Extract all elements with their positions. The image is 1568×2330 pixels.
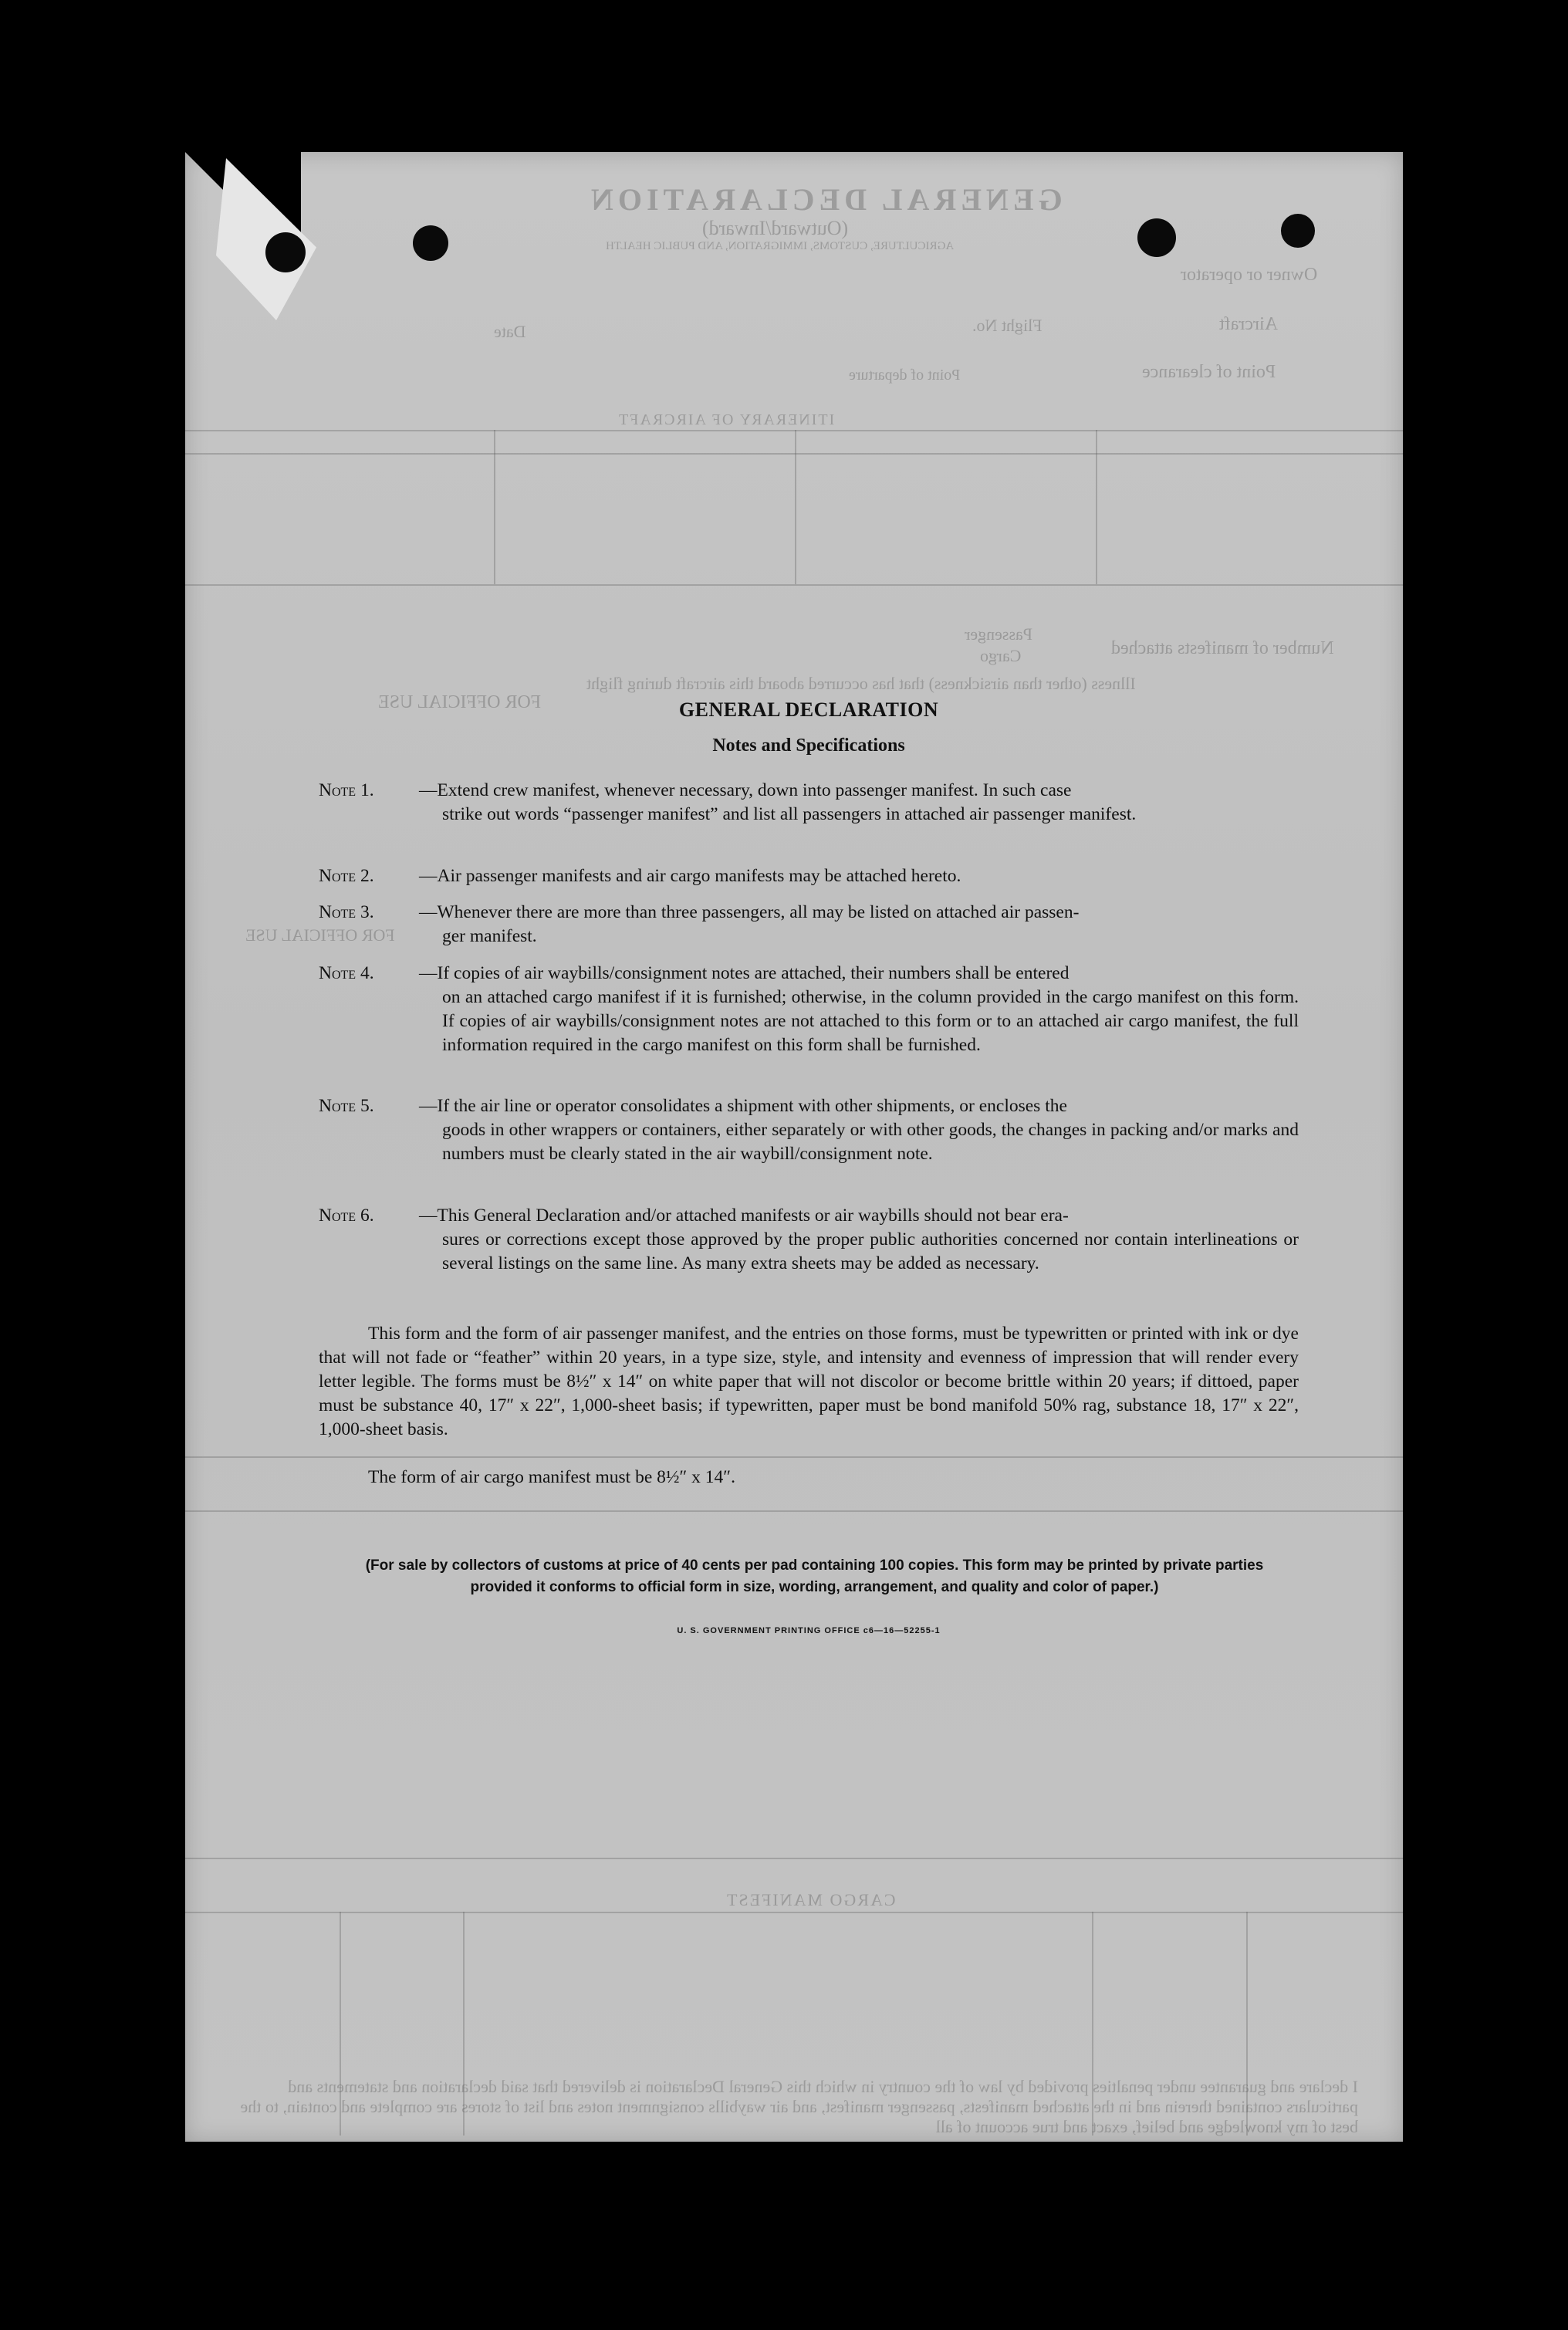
ghost-manifests: Number of manifests attached [1111, 638, 1334, 658]
note-5-body: goods in other wrappers or containers, either separately or with other goods, the changes in packing and/or marks and numbers must be clearly stated in the air waybill/consignment note. [442, 1120, 1299, 1164]
ghost-rule-3 [185, 584, 1403, 586]
ghost-official-use-2: FOR OFFICIAL USE [245, 925, 395, 945]
ghost-illness: Illness (other than airsickness) that has occurred aboard this aircraft during flight [586, 674, 1136, 693]
ghost-rule-7 [185, 1912, 1403, 1913]
note-3-body: ger manifest. [442, 926, 537, 946]
ghost-declaration: I declare and guarantee under penalties provided by law of the country in which this General Declaration is delivered that said declaration and statements and particulars contained therein and in the attached manifests, passenger manifest, and air waybills consignment notes and list of stores are complete and contain, to the best of my knowledge and belief, exact and true account of all [240, 2077, 1358, 2136]
note-4-label: Note 4. [319, 963, 374, 983]
page-subtitle: Notes and Specifications [712, 736, 905, 756]
ghost-departure: Point of departure [849, 367, 961, 384]
ghost-vline-2 [795, 430, 796, 584]
note-2-first-line: —Air passenger manifests and air cargo manifests may be attached hereto. [419, 866, 961, 886]
ghost-date: Date [494, 322, 526, 341]
note-6-first-line: —This General Declaration and/or attached manifests or air waybills should not bear era- [419, 1206, 1069, 1226]
ghost-rule-6 [185, 1858, 1403, 1859]
punch-hole-right-2 [1281, 214, 1315, 248]
punch-hole-left-2 [413, 225, 448, 261]
ghost-itinerary: ITINERARY OF AIRCRAFT [617, 411, 835, 428]
ghost-passenger: Passenger [965, 624, 1032, 644]
note-5-label: Note 5. [319, 1096, 374, 1116]
ghost-rule-2 [185, 453, 1403, 455]
ghost-rule-5 [185, 1510, 1403, 1512]
cargo-manifest-size-line: The form of air cargo manifest must be 8½″ x 14″. [368, 1467, 735, 1487]
punch-hole-right [1137, 218, 1176, 257]
note-6 [319, 1204, 1299, 1276]
ghost-flight: Flight No. [972, 316, 1043, 335]
note-1-label: Note 1. [319, 780, 374, 800]
ghost-cargo-manifest: CARGO MANIFEST [725, 1890, 896, 1909]
ghost-header: GENERAL DECLARATION [586, 182, 1063, 217]
note-4-body: on an attached cargo manifest if it is furnished; otherwise, in the column provided in the cargo manifest on this form. If copies of air waybills/consignment notes are not attached to this form or to an attached air cargo manifest, the full information required in the cargo manifest on this form shall be furnished. [442, 987, 1299, 1055]
ghost-vline-3 [1096, 430, 1097, 584]
ghost-header-sub2: AGRICULTURE, CUSTOMS, IMMIGRATION, AND PUBLIC HEALTH [606, 240, 955, 252]
ghost-aircraft: Aircraft [1219, 314, 1278, 334]
ghost-owner: Owner or operator [1181, 265, 1318, 285]
ghost-rule-1 [185, 430, 1403, 431]
ghost-official-use: FOR OFFICIAL USE [378, 692, 542, 712]
page-title: GENERAL DECLARATION [678, 698, 939, 721]
note-1 [319, 779, 1299, 827]
ghost-clearance: Point of clearance [1142, 362, 1276, 382]
specifications-paragraph: This form and the form of air passenger manifest, and the entries on those forms, must be typewritten or printed with ink or dye that will not fade or “feather” within 20 years, in a type size, style, and intensity and evenness of impression that will render every letter legible. The forms must be 8½″ x 14″ on white paper that will not discolor or become brittle within 20 years; if dittoed, paper must be substance 40, 17″ x 22″, 1,000-sheet basis; if typewritten, paper must be bond manifold 50% rag, substance 18, 17″ x 22″, 1,000-sheet basis. [319, 1324, 1299, 1439]
note-3-first-line: —Whenever there are more than three passengers, all may be listed on attached air passen- [419, 902, 1080, 922]
punch-hole-left [265, 232, 306, 272]
note-2-label: Note 2. [319, 866, 374, 886]
note-4 [319, 962, 1299, 1057]
ghost-rule-4 [185, 1456, 1403, 1458]
note-6-label: Note 6. [319, 1206, 374, 1226]
note-1-body: strike out words “passenger manifest” and list all passengers in attached air passenger manifest. [442, 804, 1137, 824]
ghost-cargo: Cargo [980, 646, 1022, 665]
note-6-body: sures or corrections except those approved by the proper public authorities concerned nor contain interlineations or several listings on the same line. As many extra sheets may be added as necessary. [442, 1229, 1299, 1273]
ghost-header-sub: (Outward/Inward) [702, 217, 849, 239]
note-4-first-line: —If copies of air waybills/consignment notes are attached, their numbers shall be entered [419, 963, 1070, 983]
printer-imprint: U. S. GOVERNMENT PRINTING OFFICE c6—16—52255-1 [677, 1626, 941, 1635]
ghost-vline-1 [494, 430, 495, 584]
note-5-first-line: —If the air line or operator consolidates a shipment with other shipments, or encloses the [419, 1096, 1067, 1116]
note-5 [319, 1094, 1299, 1166]
note-1-first-line: —Extend crew manifest, whenever necessary, down into passenger manifest. In such case [419, 780, 1072, 800]
note-3-label: Note 3. [319, 902, 374, 922]
sale-note: (For sale by collectors of customs at price of 40 cents per pad containing 100 copies. This form may be printed by private parties provided it conforms to official form in size, wording, arrangement, and quality and color of paper.) [365, 1557, 1264, 1595]
note-3 [319, 901, 1299, 949]
